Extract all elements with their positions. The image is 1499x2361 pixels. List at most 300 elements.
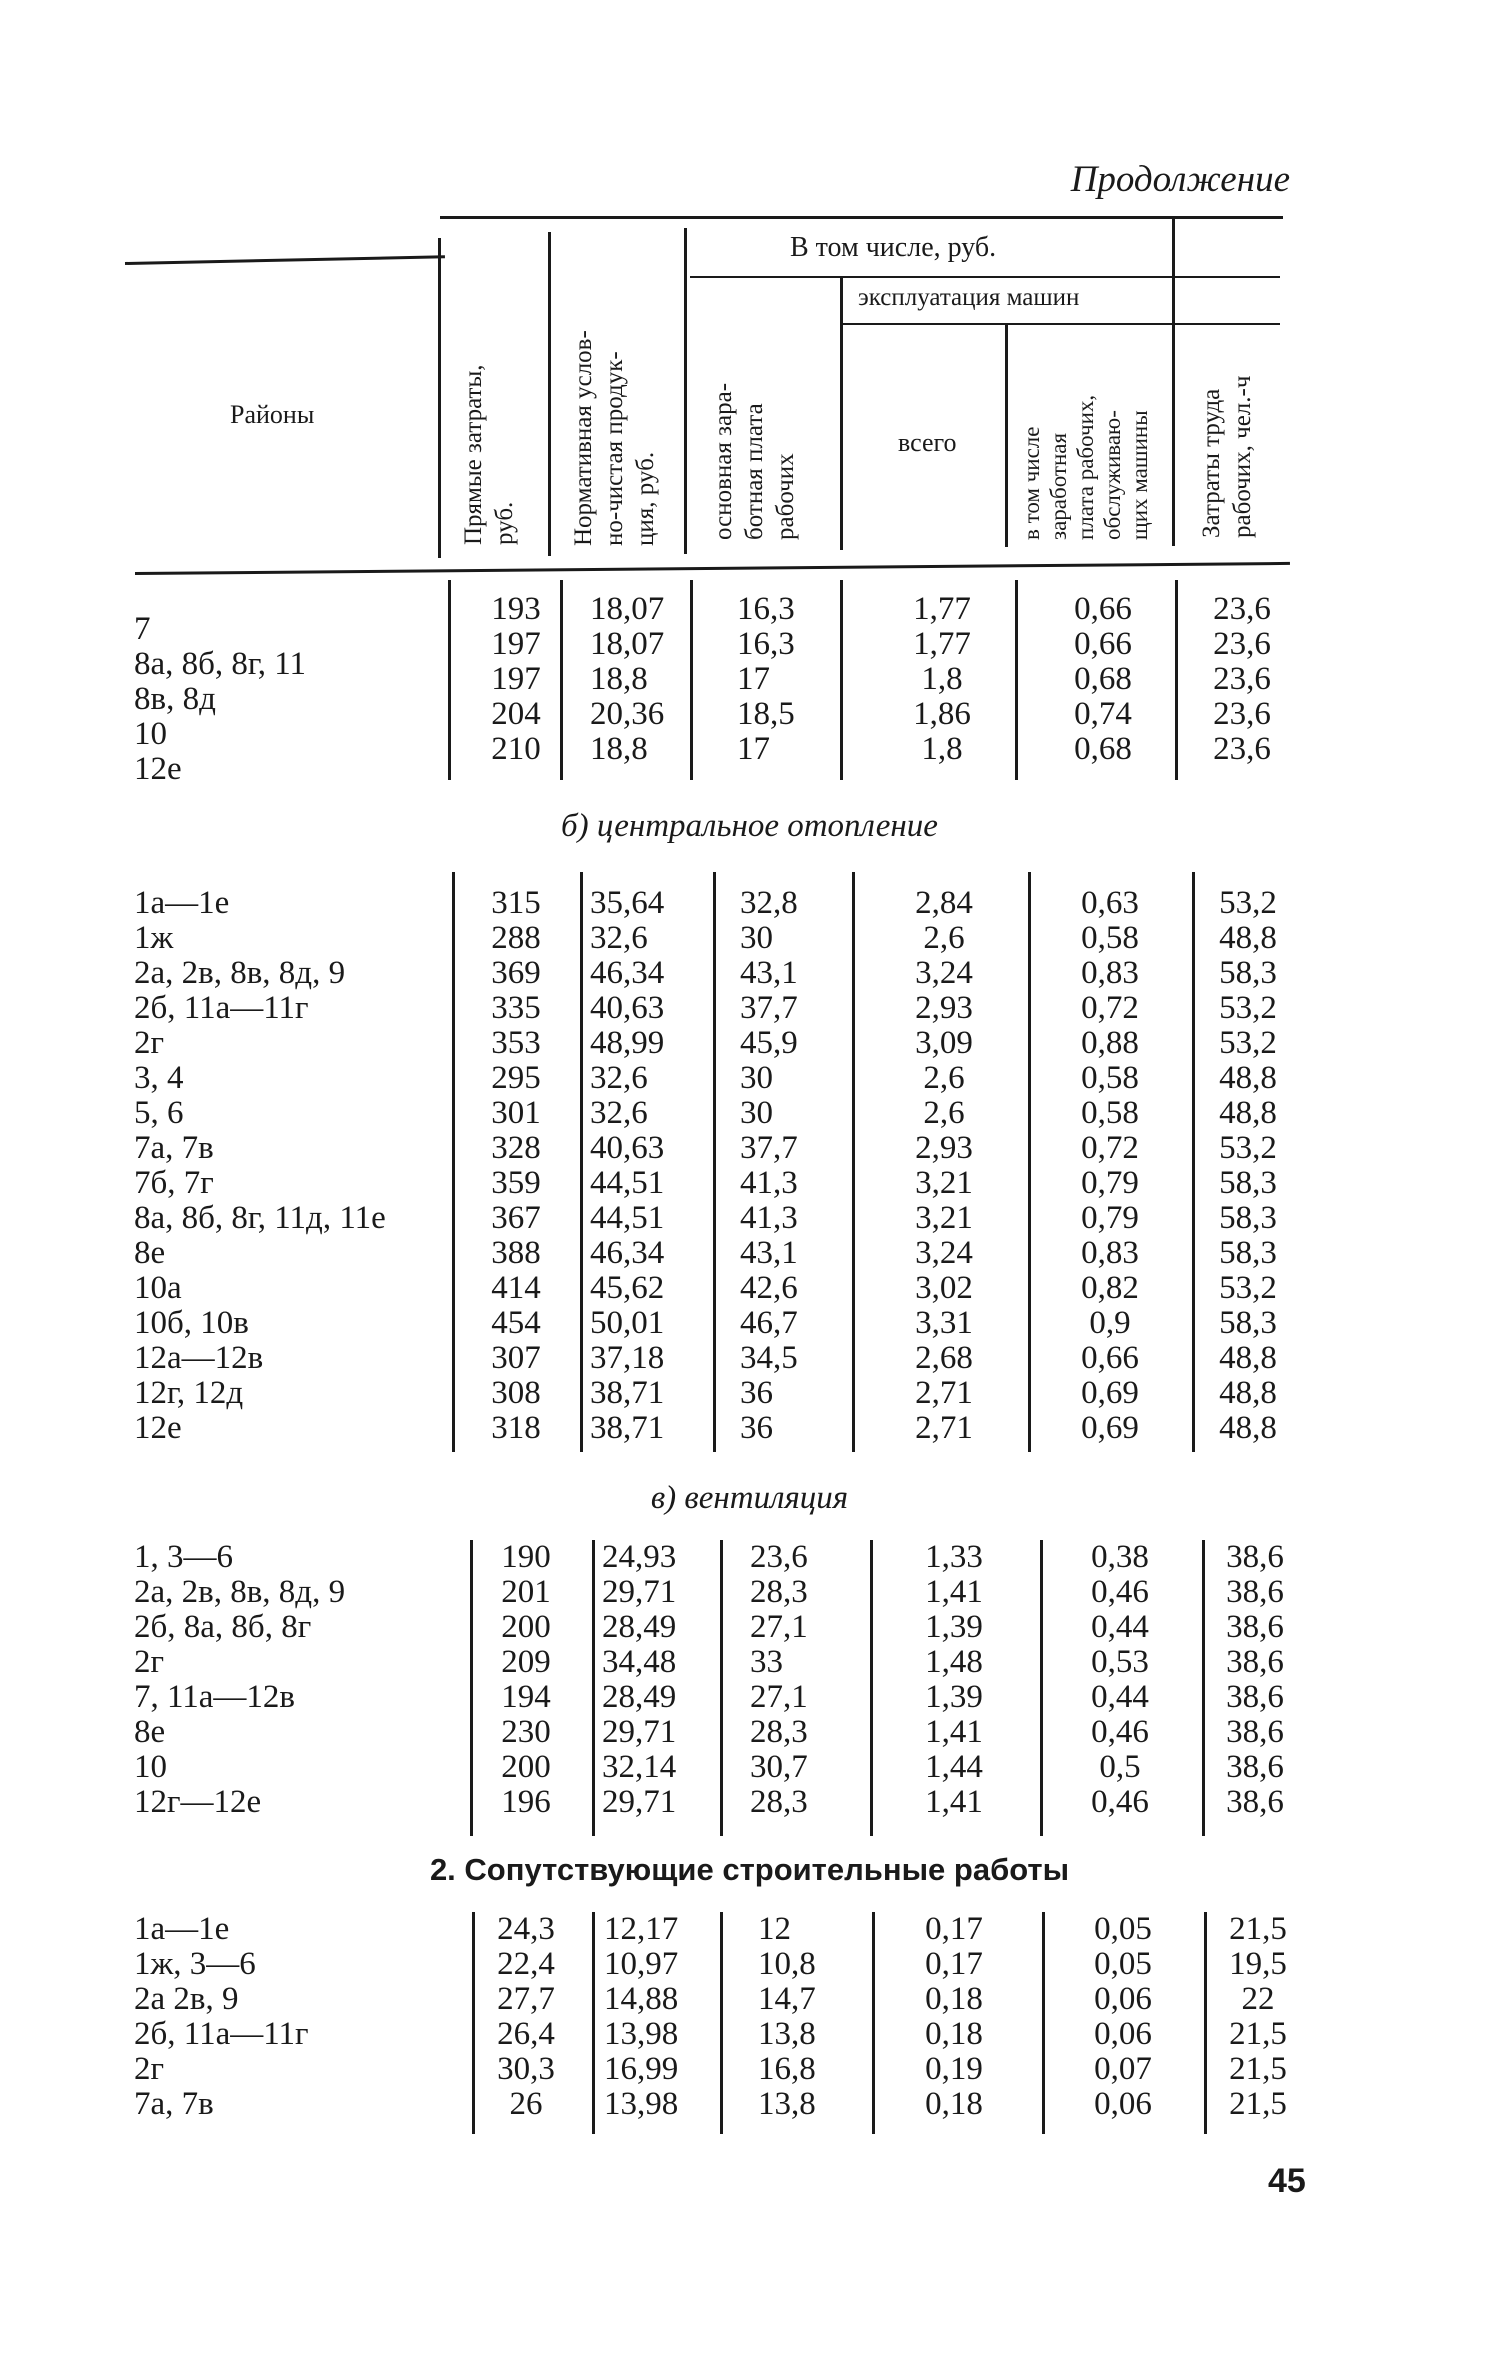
header-sep-1 bbox=[438, 238, 441, 558]
table-row bbox=[130, 1201, 1320, 1236]
table-row bbox=[130, 1982, 1320, 2017]
cell-machine-total: 1,8 bbox=[921, 731, 963, 767]
cell-direct-cost: 196 bbox=[501, 1784, 551, 1820]
cell-region: 7б, 7г bbox=[134, 1165, 214, 1201]
header-sep-2 bbox=[548, 232, 551, 556]
table-row bbox=[130, 1166, 1320, 1201]
cell-machine-wage: 0,69 bbox=[1081, 1410, 1139, 1446]
cell-base-wage: 28,3 bbox=[750, 1714, 808, 1750]
cell-normative: 46,34 bbox=[590, 955, 665, 991]
cell-machine-total: 0,18 bbox=[925, 2016, 983, 2052]
cell-base-wage: 12 bbox=[758, 1911, 791, 1947]
cell-direct-cost: 22,4 bbox=[497, 1946, 555, 1982]
cell-normative: 29,71 bbox=[602, 1574, 677, 1610]
cell-machine-wage: 0,5 bbox=[1099, 1749, 1141, 1785]
cell-normative: 37,18 bbox=[590, 1340, 665, 1376]
table-row bbox=[130, 2087, 1320, 2122]
cell-base-wage: 16,8 bbox=[758, 2051, 816, 2087]
cell-normative: 38,71 bbox=[590, 1410, 665, 1446]
header-bottom-rule bbox=[135, 562, 1290, 575]
cell-direct-cost: 367 bbox=[491, 1200, 541, 1236]
cell-labor: 38,6 bbox=[1226, 1539, 1284, 1575]
cell-labor: 53,2 bbox=[1219, 990, 1277, 1026]
cell-base-wage: 46,7 bbox=[740, 1305, 798, 1341]
cell-normative: 13,98 bbox=[604, 2016, 679, 2052]
cell-region: 8в, 8д bbox=[134, 681, 216, 717]
cell-direct-cost: 200 bbox=[501, 1609, 551, 1645]
cell-region: 2б, 11а—11г bbox=[134, 2016, 309, 2052]
cell-region: 12е bbox=[134, 751, 182, 787]
table-row bbox=[130, 1750, 1320, 1785]
table-row bbox=[130, 1540, 1320, 1575]
table-row bbox=[130, 1341, 1320, 1376]
cell-region: 12г—12е bbox=[134, 1784, 262, 1820]
cell-machine-total: 2,71 bbox=[915, 1410, 973, 1446]
cell-base-wage: 36 bbox=[740, 1410, 773, 1446]
cell-normative: 44,51 bbox=[590, 1165, 665, 1201]
cell-region: 7 bbox=[134, 611, 151, 647]
header-machine-operation: эксплуатация машин bbox=[858, 284, 1080, 311]
cell-base-wage: 17 bbox=[737, 661, 770, 697]
cell-labor: 38,6 bbox=[1226, 1749, 1284, 1785]
cell-normative: 18,8 bbox=[590, 661, 648, 697]
cell-direct-cost: 295 bbox=[491, 1060, 541, 1096]
cell-labor: 48,8 bbox=[1219, 1375, 1277, 1411]
cell-region: 7а, 7в bbox=[134, 1130, 214, 1166]
cell-normative: 35,64 bbox=[590, 885, 665, 921]
cell-region: 5, 6 bbox=[134, 1095, 184, 1131]
cell-normative: 29,71 bbox=[602, 1714, 677, 1750]
cell-machine-total: 2,84 bbox=[915, 885, 973, 921]
continuation-label: Продолжение bbox=[1070, 159, 1290, 200]
section-construction-block bbox=[130, 1912, 1320, 2134]
cell-normative: 34,48 bbox=[602, 1644, 677, 1680]
cell-machine-total: 2,6 bbox=[923, 1060, 965, 1096]
cell-base-wage: 41,3 bbox=[740, 1165, 798, 1201]
cell-labor: 58,3 bbox=[1219, 1200, 1277, 1236]
cell-region: 7, 11а—12в bbox=[134, 1679, 296, 1715]
cell-machine-wage: 0,46 bbox=[1091, 1784, 1149, 1820]
cell-region: 10а bbox=[134, 1270, 182, 1306]
cell-normative: 32,6 bbox=[590, 1095, 648, 1131]
cell-normative: 38,71 bbox=[590, 1375, 665, 1411]
cell-machine-total: 1,41 bbox=[925, 1714, 983, 1750]
cell-region: 8е bbox=[134, 1714, 166, 1750]
cell-normative: 13,98 bbox=[604, 2086, 679, 2122]
table-row bbox=[130, 1096, 1320, 1131]
cell-labor: 38,6 bbox=[1226, 1609, 1284, 1645]
cell-normative: 46,34 bbox=[590, 1235, 665, 1271]
table-row bbox=[130, 1271, 1320, 1306]
cell-labor: 48,8 bbox=[1219, 1340, 1277, 1376]
cell-normative: 18,8 bbox=[590, 731, 648, 767]
cell-direct-cost: 230 bbox=[501, 1714, 551, 1750]
cell-direct-cost: 194 bbox=[501, 1679, 551, 1715]
cell-base-wage: 16,3 bbox=[737, 591, 795, 627]
cell-normative: 24,93 bbox=[602, 1539, 677, 1575]
cell-labor: 53,2 bbox=[1219, 1270, 1277, 1306]
cell-machine-wage: 0,83 bbox=[1081, 955, 1139, 991]
header-region: Районы bbox=[230, 400, 315, 429]
cell-region: 1, 3—6 bbox=[134, 1539, 233, 1575]
cell-direct-cost: 388 bbox=[491, 1235, 541, 1271]
cell-machine-wage: 0,88 bbox=[1081, 1025, 1139, 1061]
header-machine-total: всего bbox=[898, 428, 957, 457]
cell-machine-total: 1,8 bbox=[921, 661, 963, 697]
table-row bbox=[130, 1411, 1320, 1446]
cell-base-wage: 13,8 bbox=[758, 2016, 816, 2052]
cell-base-wage: 13,8 bbox=[758, 2086, 816, 2122]
cell-normative: 40,63 bbox=[590, 1130, 665, 1166]
cell-direct-cost: 369 bbox=[491, 955, 541, 991]
cell-machine-total: 3,24 bbox=[915, 955, 973, 991]
table-row bbox=[130, 956, 1320, 991]
cell-region: 2а, 2в, 8в, 8д, 9 bbox=[134, 955, 346, 991]
cell-labor: 23,6 bbox=[1213, 626, 1271, 662]
table-row bbox=[130, 1610, 1320, 1645]
table-row bbox=[130, 1912, 1320, 1947]
cell-machine-wage: 0,46 bbox=[1091, 1574, 1149, 1610]
cell-region: 2г bbox=[134, 1025, 165, 1061]
including-rule bbox=[690, 276, 1280, 278]
cell-machine-total: 2,6 bbox=[923, 920, 965, 956]
cell-labor: 38,6 bbox=[1226, 1574, 1284, 1610]
cell-machine-wage: 0,53 bbox=[1091, 1644, 1149, 1680]
table-row bbox=[130, 1715, 1320, 1750]
cell-labor: 48,8 bbox=[1219, 920, 1277, 956]
cell-direct-cost: 27,7 bbox=[497, 1981, 555, 2017]
cell-normative: 18,07 bbox=[590, 591, 665, 627]
cell-labor: 21,5 bbox=[1229, 2086, 1287, 2122]
section-title-construction: 2. Сопутствующие строительные работы bbox=[429, 1852, 1070, 1887]
cell-base-wage: 45,9 bbox=[740, 1025, 798, 1061]
cell-labor: 58,3 bbox=[1219, 1305, 1277, 1341]
cell-machine-wage: 0,72 bbox=[1081, 1130, 1139, 1166]
table-row bbox=[130, 1236, 1320, 1271]
header-base-wage: основная зара- ботная плата рабочих bbox=[710, 382, 799, 540]
cell-normative: 28,49 bbox=[602, 1679, 677, 1715]
cell-machine-wage: 0,66 bbox=[1081, 1340, 1139, 1376]
section-ventilation-block bbox=[130, 1540, 1320, 1836]
header-machine-wage: в том числе заработная плата рабочих, обслуживаю- щих машины bbox=[1019, 394, 1152, 540]
cell-machine-wage: 0,46 bbox=[1091, 1714, 1149, 1750]
cell-machine-wage: 0,58 bbox=[1081, 1060, 1139, 1096]
cell-direct-cost: 307 bbox=[491, 1340, 541, 1376]
cell-labor: 23,6 bbox=[1213, 696, 1271, 732]
cell-base-wage: 33 bbox=[750, 1644, 783, 1680]
cell-labor: 38,6 bbox=[1226, 1679, 1284, 1715]
cell-base-wage: 14,7 bbox=[758, 1981, 816, 2017]
cell-base-wage: 37,7 bbox=[740, 1130, 798, 1166]
header-sep-5 bbox=[1005, 325, 1008, 547]
cell-normative: 14,88 bbox=[604, 1981, 679, 2017]
cell-machine-wage: 0,79 bbox=[1081, 1165, 1139, 1201]
cell-region: 1ж bbox=[134, 920, 174, 956]
cell-direct-cost: 193 bbox=[491, 591, 541, 627]
cell-machine-total: 3,31 bbox=[915, 1305, 973, 1341]
cell-normative: 50,01 bbox=[590, 1305, 665, 1341]
cell-labor: 38,6 bbox=[1226, 1714, 1284, 1750]
cell-region: 2б, 8а, 8б, 8г bbox=[134, 1609, 312, 1645]
cell-machine-wage: 0,63 bbox=[1081, 885, 1139, 921]
cell-machine-wage: 0,79 bbox=[1081, 1200, 1139, 1236]
cell-base-wage: 16,3 bbox=[737, 626, 795, 662]
table-row bbox=[130, 921, 1320, 956]
cell-normative: 48,99 bbox=[590, 1025, 665, 1061]
cell-labor: 58,3 bbox=[1219, 1165, 1277, 1201]
table-row bbox=[130, 731, 1320, 787]
cell-machine-wage: 0,68 bbox=[1074, 661, 1132, 697]
cell-direct-cost: 204 bbox=[491, 696, 541, 732]
cell-direct-cost: 301 bbox=[491, 1095, 541, 1131]
table-row bbox=[130, 1575, 1320, 1610]
cell-machine-total: 3,21 bbox=[915, 1200, 973, 1236]
cell-base-wage: 30 bbox=[740, 920, 773, 956]
cell-direct-cost: 315 bbox=[491, 885, 541, 921]
cell-direct-cost: 26,4 bbox=[497, 2016, 555, 2052]
cell-base-wage: 28,3 bbox=[750, 1784, 808, 1820]
cell-machine-wage: 0,72 bbox=[1081, 990, 1139, 1026]
header-sep-6 bbox=[1172, 218, 1175, 546]
table-row bbox=[130, 1131, 1320, 1166]
cell-base-wage: 30 bbox=[740, 1095, 773, 1131]
cell-base-wage: 34,5 bbox=[740, 1340, 798, 1376]
cell-region: 7а, 7в bbox=[134, 2086, 214, 2122]
cell-labor: 19,5 bbox=[1229, 1946, 1287, 1982]
cell-machine-total: 3,02 bbox=[915, 1270, 973, 1306]
cell-labor: 48,8 bbox=[1219, 1410, 1277, 1446]
header-top-rule bbox=[440, 216, 1283, 219]
table-row bbox=[130, 1061, 1320, 1096]
cell-base-wage: 23,6 bbox=[750, 1539, 808, 1575]
cell-direct-cost: 288 bbox=[491, 920, 541, 956]
cell-normative: 40,63 bbox=[590, 990, 665, 1026]
cell-base-wage: 43,1 bbox=[740, 1235, 798, 1271]
cell-region: 2б, 11а—11г bbox=[134, 990, 309, 1026]
cell-machine-wage: 0,58 bbox=[1081, 920, 1139, 956]
cell-direct-cost: 197 bbox=[491, 626, 541, 662]
cell-base-wage: 41,3 bbox=[740, 1200, 798, 1236]
cell-base-wage: 27,1 bbox=[750, 1679, 808, 1715]
table-row bbox=[130, 1376, 1320, 1411]
cell-base-wage: 36 bbox=[740, 1375, 773, 1411]
cell-labor: 58,3 bbox=[1219, 1235, 1277, 1271]
cell-direct-cost: 359 bbox=[491, 1165, 541, 1201]
cell-region: 2а, 2в, 8в, 8д, 9 bbox=[134, 1574, 346, 1610]
cell-base-wage: 10,8 bbox=[758, 1946, 816, 1982]
cell-direct-cost: 190 bbox=[501, 1539, 551, 1575]
cell-base-wage: 30,7 bbox=[750, 1749, 808, 1785]
cell-machine-total: 3,09 bbox=[915, 1025, 973, 1061]
cell-direct-cost: 414 bbox=[491, 1270, 541, 1306]
cell-direct-cost: 308 bbox=[491, 1375, 541, 1411]
cell-machine-total: 1,33 bbox=[925, 1539, 983, 1575]
cell-base-wage: 32,8 bbox=[740, 885, 798, 921]
table-row bbox=[130, 2017, 1320, 2052]
cell-base-wage: 17 bbox=[737, 731, 770, 767]
cell-machine-total: 3,24 bbox=[915, 1235, 973, 1271]
cell-machine-wage: 0,38 bbox=[1091, 1539, 1149, 1575]
cell-machine-total: 2,68 bbox=[915, 1340, 973, 1376]
table-row bbox=[130, 1306, 1320, 1341]
cell-normative: 16,99 bbox=[604, 2051, 679, 2087]
cell-base-wage: 43,1 bbox=[740, 955, 798, 991]
cell-base-wage: 28,3 bbox=[750, 1574, 808, 1610]
cell-machine-total: 2,71 bbox=[915, 1375, 973, 1411]
header-labor: Затраты труда рабочих, чел.-ч bbox=[1198, 375, 1256, 538]
header-including: В том числе, руб. bbox=[790, 232, 997, 263]
cell-machine-wage: 0,66 bbox=[1074, 591, 1132, 627]
header-normative: Нормативная услов- но-чистая продук- ция, руб. bbox=[570, 330, 659, 546]
cell-base-wage: 42,6 bbox=[740, 1270, 798, 1306]
table-row bbox=[130, 991, 1320, 1026]
cell-normative: 12,17 bbox=[604, 1911, 679, 1947]
cell-labor: 38,6 bbox=[1226, 1644, 1284, 1680]
cell-region: 2а 2в, 9 bbox=[134, 1981, 239, 2017]
cell-machine-wage: 0,05 bbox=[1094, 1911, 1152, 1947]
cell-machine-total: 1,41 bbox=[925, 1784, 983, 1820]
cell-region: 12а—12в bbox=[134, 1340, 264, 1376]
table-row bbox=[130, 1785, 1320, 1820]
cell-normative: 20,36 bbox=[590, 696, 665, 732]
cell-labor: 23,6 bbox=[1213, 731, 1271, 767]
cell-direct-cost: 201 bbox=[501, 1574, 551, 1610]
cell-machine-wage: 0,66 bbox=[1074, 626, 1132, 662]
cell-machine-total: 0,17 bbox=[925, 1946, 983, 1982]
cell-machine-total: 1,39 bbox=[925, 1609, 983, 1645]
cell-machine-wage: 0,58 bbox=[1081, 1095, 1139, 1131]
cell-labor: 23,6 bbox=[1213, 661, 1271, 697]
cell-region: 2г bbox=[134, 1644, 165, 1680]
page-number: 45 bbox=[1268, 2162, 1306, 2200]
table-row bbox=[130, 2052, 1320, 2087]
cell-normative: 29,71 bbox=[602, 1784, 677, 1820]
table-row bbox=[130, 1680, 1320, 1715]
cell-machine-total: 3,21 bbox=[915, 1165, 973, 1201]
cell-region: 1а—1е bbox=[134, 1911, 230, 1947]
cell-labor: 53,2 bbox=[1219, 1130, 1277, 1166]
cell-base-wage: 37,7 bbox=[740, 990, 798, 1026]
cell-normative: 45,62 bbox=[590, 1270, 665, 1306]
cell-labor: 21,5 bbox=[1229, 2051, 1287, 2087]
cell-direct-cost: 353 bbox=[491, 1025, 541, 1061]
cell-machine-wage: 0,06 bbox=[1094, 1981, 1152, 2017]
cell-machine-wage: 0,06 bbox=[1094, 2086, 1152, 2122]
cell-base-wage: 27,1 bbox=[750, 1609, 808, 1645]
cell-normative: 28,49 bbox=[602, 1609, 677, 1645]
cell-labor: 21,5 bbox=[1229, 1911, 1287, 1947]
cell-machine-wage: 0,68 bbox=[1074, 731, 1132, 767]
table-row bbox=[130, 1645, 1320, 1680]
cell-machine-total: 2,93 bbox=[915, 990, 973, 1026]
cell-labor: 21,5 bbox=[1229, 2016, 1287, 2052]
cell-machine-total: 0,18 bbox=[925, 1981, 983, 2017]
cell-direct-cost: 318 bbox=[491, 1410, 541, 1446]
cell-machine-wage: 0,07 bbox=[1094, 2051, 1152, 2087]
cell-machine-total: 2,93 bbox=[915, 1130, 973, 1166]
table-row bbox=[130, 1026, 1320, 1061]
cell-normative: 32,14 bbox=[602, 1749, 677, 1785]
cell-direct-cost: 30,3 bbox=[497, 2051, 555, 2087]
cell-machine-wage: 0,05 bbox=[1094, 1946, 1152, 1982]
cell-base-wage: 18,5 bbox=[737, 696, 795, 732]
cell-normative: 32,6 bbox=[590, 920, 648, 956]
cell-direct-cost: 200 bbox=[501, 1749, 551, 1785]
cell-region: 10 bbox=[134, 1749, 167, 1785]
section-title-heating: б) центральное отопление bbox=[561, 808, 938, 844]
cell-normative: 44,51 bbox=[590, 1200, 665, 1236]
cell-region: 10 bbox=[134, 716, 167, 752]
cell-machine-total: 2,6 bbox=[923, 1095, 965, 1131]
cell-machine-wage: 0,06 bbox=[1094, 2016, 1152, 2052]
cell-direct-cost: 335 bbox=[491, 990, 541, 1026]
cell-labor: 58,3 bbox=[1219, 955, 1277, 991]
cell-machine-total: 1,41 bbox=[925, 1574, 983, 1610]
cell-region: 8а, 8б, 8г, 11 bbox=[134, 646, 307, 682]
header-sep-3 bbox=[684, 228, 687, 554]
cell-machine-wage: 0,44 bbox=[1091, 1679, 1149, 1715]
header-top-rule-left bbox=[125, 255, 445, 265]
cell-region: 12е bbox=[134, 1410, 182, 1446]
cell-direct-cost: 209 bbox=[501, 1644, 551, 1680]
cell-machine-total: 1,44 bbox=[925, 1749, 983, 1785]
cell-region: 12г, 12д bbox=[134, 1375, 244, 1411]
cell-machine-total: 1,48 bbox=[925, 1644, 983, 1680]
cell-machine-wage: 0,83 bbox=[1081, 1235, 1139, 1271]
cell-direct-cost: 197 bbox=[491, 661, 541, 697]
cell-machine-total: 0,18 bbox=[925, 2086, 983, 2122]
cell-base-wage: 30 bbox=[740, 1060, 773, 1096]
cell-machine-wage: 0,9 bbox=[1089, 1305, 1131, 1341]
cell-labor: 48,8 bbox=[1219, 1095, 1277, 1131]
cell-region: 10б, 10в bbox=[134, 1305, 249, 1341]
cell-region: 3, 4 bbox=[134, 1060, 184, 1096]
cell-machine-total: 1,77 bbox=[913, 591, 971, 627]
cell-labor: 48,8 bbox=[1219, 1060, 1277, 1096]
cell-direct-cost: 26 bbox=[509, 2086, 543, 2122]
cell-machine-total: 1,86 bbox=[913, 696, 971, 732]
cell-machine-total: 0,17 bbox=[925, 1911, 983, 1947]
cell-direct-cost: 328 bbox=[491, 1130, 541, 1166]
cell-machine-total: 1,77 bbox=[913, 626, 971, 662]
cell-region: 1ж, 3—6 bbox=[134, 1946, 256, 1982]
cell-normative: 10,97 bbox=[604, 1946, 679, 1982]
table-row bbox=[130, 1947, 1320, 1982]
cell-direct-cost: 24,3 bbox=[497, 1911, 555, 1947]
section-1-block bbox=[130, 580, 1320, 787]
cell-labor: 53,2 bbox=[1219, 885, 1277, 921]
cell-direct-cost: 454 bbox=[491, 1305, 541, 1341]
table-row bbox=[130, 886, 1320, 921]
section-title-ventilation: в) вентиляция bbox=[650, 1480, 849, 1516]
cell-direct-cost: 210 bbox=[491, 731, 541, 767]
cell-region: 8а, 8б, 8г, 11д, 11е bbox=[134, 1200, 386, 1236]
cell-machine-wage: 0,82 bbox=[1081, 1270, 1139, 1306]
header-direct-cost: Прямые затраты, руб. bbox=[460, 364, 518, 545]
cell-labor: 38,6 bbox=[1226, 1784, 1284, 1820]
cell-machine-wage: 0,74 bbox=[1074, 696, 1132, 732]
cell-labor: 23,6 bbox=[1213, 591, 1271, 627]
cell-normative: 18,07 bbox=[590, 626, 665, 662]
cell-machine-wage: 0,69 bbox=[1081, 1375, 1139, 1411]
section-heating-block bbox=[130, 872, 1320, 1452]
cell-region: 2г bbox=[134, 2051, 165, 2087]
cell-region: 8е bbox=[134, 1235, 166, 1271]
header-sep-4 bbox=[840, 278, 843, 550]
cell-region: 1а—1е bbox=[134, 885, 230, 921]
cell-normative: 32,6 bbox=[590, 1060, 648, 1096]
cell-machine-wage: 0,44 bbox=[1091, 1609, 1149, 1645]
